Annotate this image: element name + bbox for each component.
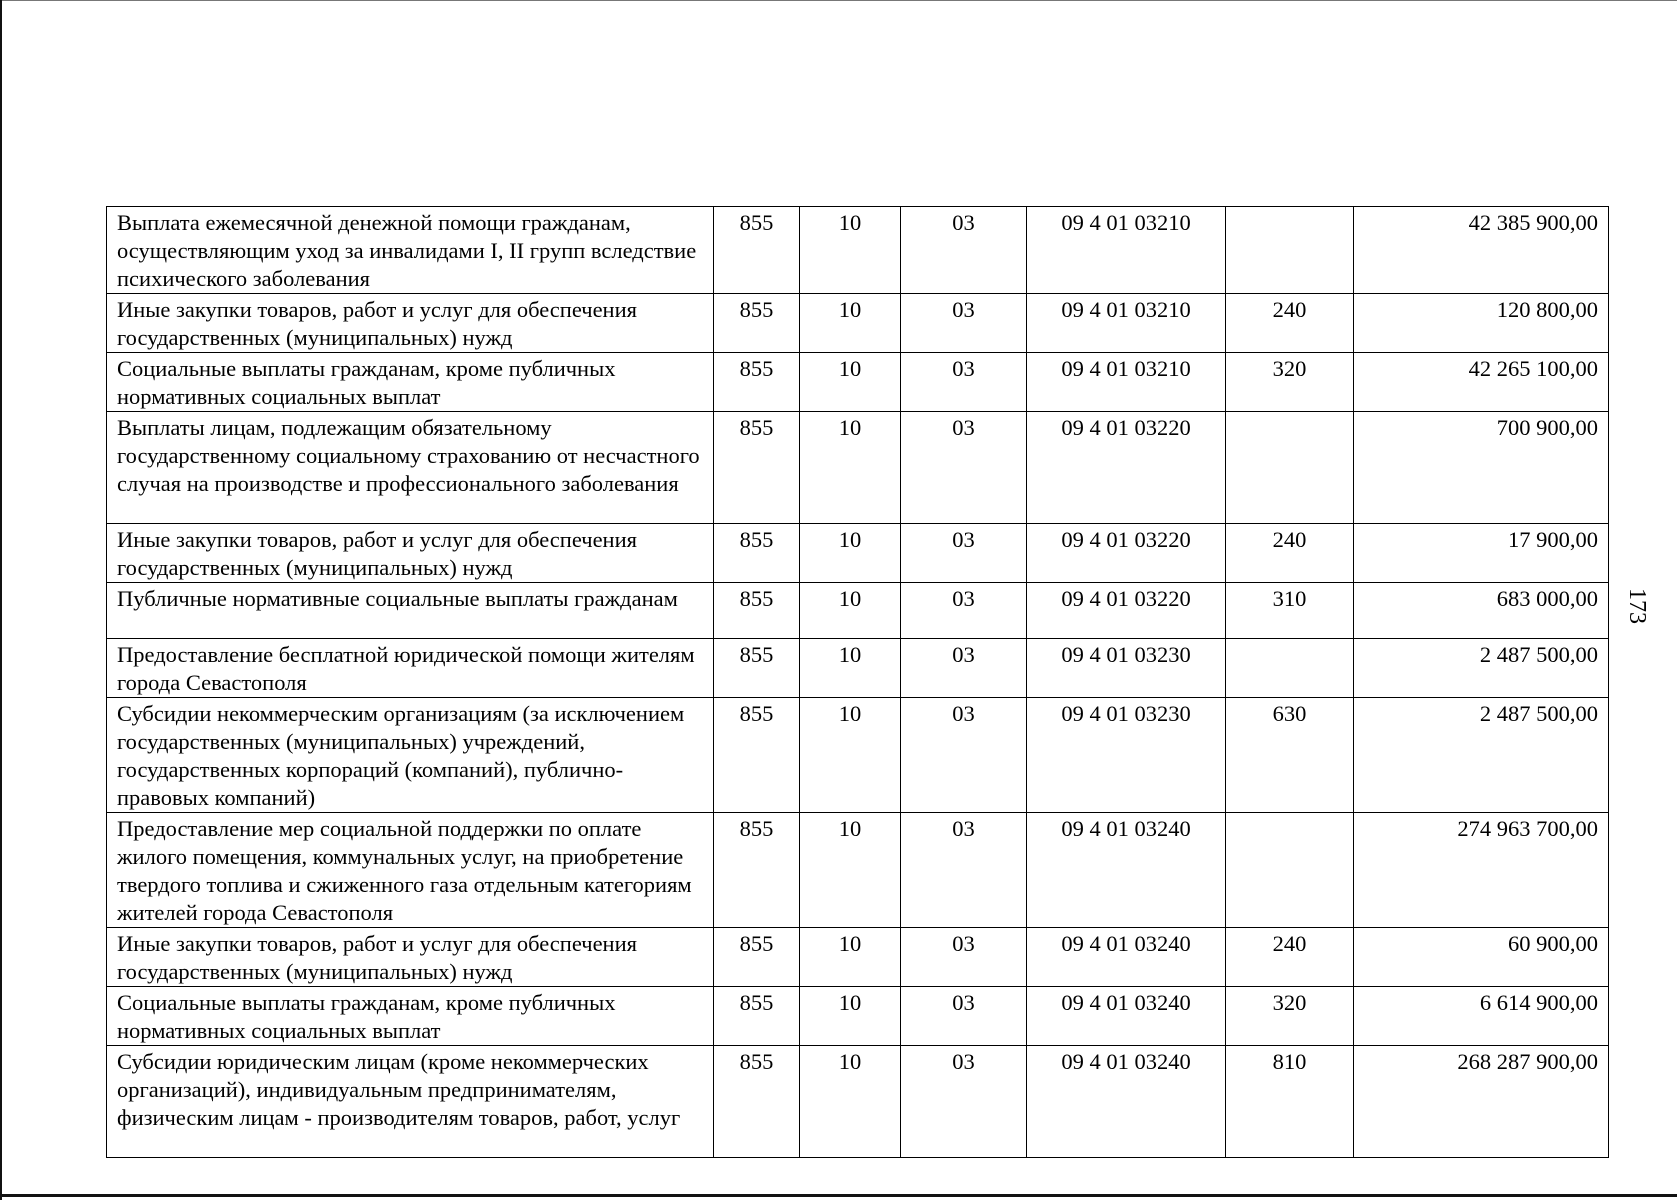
target-article-cell: 09 4 01 03220 xyxy=(1027,583,1226,639)
amount-cell: 42 265 100,00 xyxy=(1354,353,1609,412)
table-row xyxy=(107,412,1609,524)
ministry-code-cell: 855 xyxy=(714,639,800,698)
table-row xyxy=(107,987,1609,1046)
section-code-cell: 10 xyxy=(800,1046,901,1158)
subsection-code-cell: 03 xyxy=(901,294,1027,353)
table-row xyxy=(107,353,1609,412)
table-row xyxy=(107,207,1609,294)
expense-type-cell: 240 xyxy=(1226,294,1354,353)
section-code-cell: 10 xyxy=(800,928,901,987)
section-code-cell: 10 xyxy=(800,987,901,1046)
section-code-cell: 10 xyxy=(800,639,901,698)
expense-name-cell: Предоставление мер социальной поддержки по оплате жилого помещения, коммунальных услуг, на приобретение твердого топлива и сжиженного газа отдельным категориям жителей города Севастополя xyxy=(107,813,714,928)
amount-cell: 2 487 500,00 xyxy=(1354,639,1609,698)
page-bottom-edge xyxy=(0,1194,1677,1197)
ministry-code-cell: 855 xyxy=(714,813,800,928)
subsection-code-cell: 03 xyxy=(901,698,1027,813)
table-row xyxy=(107,698,1609,813)
expense-name-cell: Выплата ежемесячной денежной помощи гражданам, осуществляющим уход за инвалидами I, II групп вследствие психического заболевания xyxy=(107,207,714,294)
ministry-code-cell: 855 xyxy=(714,1046,800,1158)
target-article-cell: 09 4 01 03220 xyxy=(1027,412,1226,524)
amount-cell: 683 000,00 xyxy=(1354,583,1609,639)
table-row xyxy=(107,524,1609,583)
section-code-cell: 10 xyxy=(800,207,901,294)
amount-cell: 17 900,00 xyxy=(1354,524,1609,583)
expense-type-cell: 320 xyxy=(1226,987,1354,1046)
amount-cell: 700 900,00 xyxy=(1354,412,1609,524)
target-article-cell: 09 4 01 03240 xyxy=(1027,928,1226,987)
amount-cell: 274 963 700,00 xyxy=(1354,813,1609,928)
target-article-cell: 09 4 01 03240 xyxy=(1027,987,1226,1046)
table-row xyxy=(107,294,1609,353)
ministry-code-cell: 855 xyxy=(714,353,800,412)
section-code-cell: 10 xyxy=(800,813,901,928)
ministry-code-cell: 855 xyxy=(714,698,800,813)
expense-type-cell xyxy=(1226,207,1354,294)
table-body xyxy=(107,207,1609,1158)
section-code-cell: 10 xyxy=(800,583,901,639)
ministry-code-cell: 855 xyxy=(714,412,800,524)
budget-allocation-table xyxy=(106,206,1609,1158)
subsection-code-cell: 03 xyxy=(901,987,1027,1046)
expense-name-cell: Предоставление бесплатной юридической помощи жителям города Севастополя xyxy=(107,639,714,698)
ministry-code-cell: 855 xyxy=(714,294,800,353)
expense-name-cell: Субсидии некоммерческим организациям (за исключением государственных (муниципальных) учреждений, государственных корпораций (компаний), публично-правовых компаний) xyxy=(107,698,714,813)
expense-type-cell: 320 xyxy=(1226,353,1354,412)
page-number: 173 xyxy=(1624,588,1650,624)
table-row xyxy=(107,813,1609,928)
expense-name-cell: Иные закупки товаров, работ и услуг для обеспечения государственных (муниципальных) нужд xyxy=(107,524,714,583)
subsection-code-cell: 03 xyxy=(901,353,1027,412)
subsection-code-cell: 03 xyxy=(901,1046,1027,1158)
amount-cell: 120 800,00 xyxy=(1354,294,1609,353)
expense-name-cell: Социальные выплаты гражданам, кроме публичных нормативных социальных выплат xyxy=(107,987,714,1046)
amount-cell: 60 900,00 xyxy=(1354,928,1609,987)
target-article-cell: 09 4 01 03210 xyxy=(1027,353,1226,412)
expense-type-cell: 630 xyxy=(1226,698,1354,813)
subsection-code-cell: 03 xyxy=(901,813,1027,928)
ministry-code-cell: 855 xyxy=(714,987,800,1046)
subsection-code-cell: 03 xyxy=(901,639,1027,698)
expense-type-cell: 810 xyxy=(1226,1046,1354,1158)
expense-type-cell: 310 xyxy=(1226,583,1354,639)
target-article-cell: 09 4 01 03230 xyxy=(1027,639,1226,698)
section-code-cell: 10 xyxy=(800,698,901,813)
section-code-cell: 10 xyxy=(800,412,901,524)
expense-type-cell xyxy=(1226,813,1354,928)
table-row xyxy=(107,583,1609,639)
expense-name-cell: Иные закупки товаров, работ и услуг для обеспечения государственных (муниципальных) нужд xyxy=(107,294,714,353)
expense-type-cell xyxy=(1226,412,1354,524)
section-code-cell: 10 xyxy=(800,353,901,412)
subsection-code-cell: 03 xyxy=(901,928,1027,987)
amount-cell: 6 614 900,00 xyxy=(1354,987,1609,1046)
table-row xyxy=(107,639,1609,698)
table-row xyxy=(107,928,1609,987)
expense-type-cell xyxy=(1226,639,1354,698)
target-article-cell: 09 4 01 03240 xyxy=(1027,1046,1226,1158)
ministry-code-cell: 855 xyxy=(714,524,800,583)
target-article-cell: 09 4 01 03210 xyxy=(1027,294,1226,353)
subsection-code-cell: 03 xyxy=(901,207,1027,294)
page-left-edge xyxy=(0,0,2,1200)
section-code-cell: 10 xyxy=(800,524,901,583)
expense-name-cell: Выплаты лицам, подлежащим обязательному государственному социальному страхованию от несчастного случая на производстве и профессионального заболевания xyxy=(107,412,714,524)
target-article-cell: 09 4 01 03210 xyxy=(1027,207,1226,294)
target-article-cell: 09 4 01 03240 xyxy=(1027,813,1226,928)
page-top-edge xyxy=(0,0,1677,1)
expense-name-cell: Социальные выплаты гражданам, кроме публичных нормативных социальных выплат xyxy=(107,353,714,412)
subsection-code-cell: 03 xyxy=(901,583,1027,639)
subsection-code-cell: 03 xyxy=(901,524,1027,583)
amount-cell: 42 385 900,00 xyxy=(1354,207,1609,294)
expense-name-cell: Субсидии юридическим лицам (кроме некоммерческих организаций), индивидуальным предпринимателям, физическим лицам - производителям товаров, работ, услуг xyxy=(107,1046,714,1158)
ministry-code-cell: 855 xyxy=(714,928,800,987)
table-row xyxy=(107,1046,1609,1158)
amount-cell: 2 487 500,00 xyxy=(1354,698,1609,813)
expense-name-cell: Иные закупки товаров, работ и услуг для обеспечения государственных (муниципальных) нужд xyxy=(107,928,714,987)
section-code-cell: 10 xyxy=(800,294,901,353)
expense-name-cell: Публичные нормативные социальные выплаты гражданам xyxy=(107,583,714,639)
amount-cell: 268 287 900,00 xyxy=(1354,1046,1609,1158)
ministry-code-cell: 855 xyxy=(714,583,800,639)
expense-type-cell: 240 xyxy=(1226,928,1354,987)
ministry-code-cell: 855 xyxy=(714,207,800,294)
expense-type-cell: 240 xyxy=(1226,524,1354,583)
target-article-cell: 09 4 01 03220 xyxy=(1027,524,1226,583)
subsection-code-cell: 03 xyxy=(901,412,1027,524)
target-article-cell: 09 4 01 03230 xyxy=(1027,698,1226,813)
